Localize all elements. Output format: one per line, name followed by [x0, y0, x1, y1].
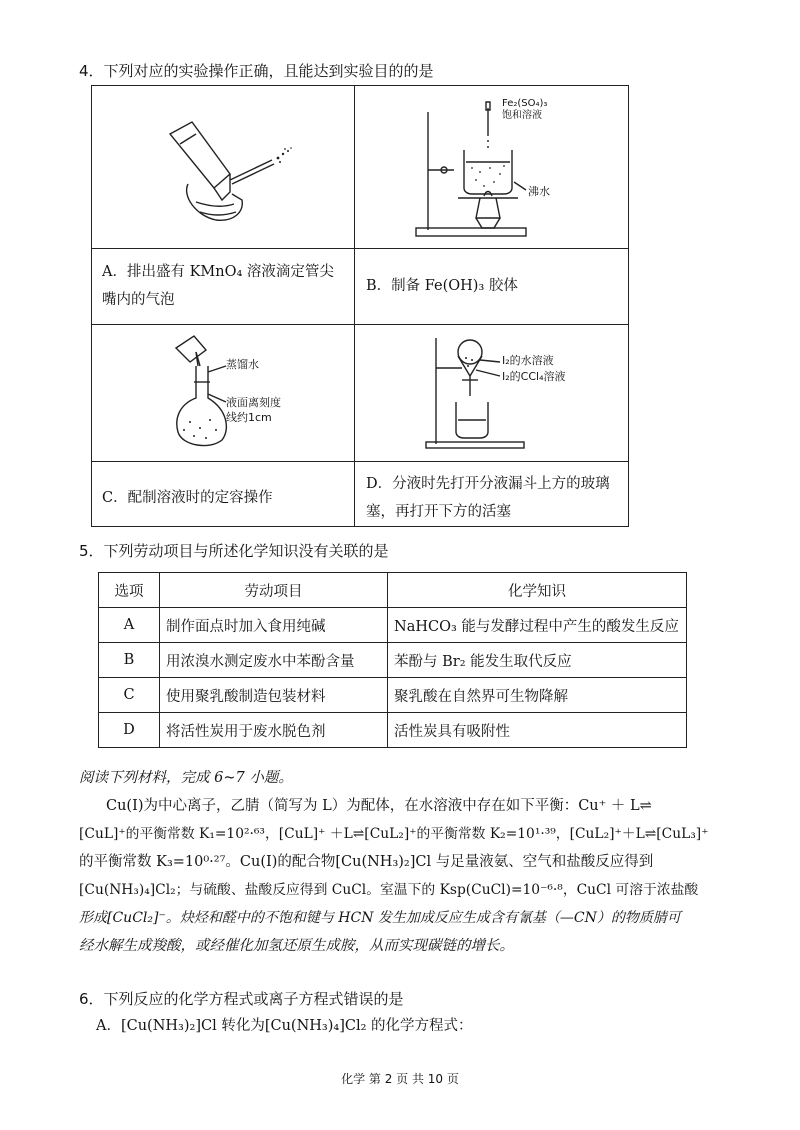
- burette-bubble-illustration: [152, 104, 302, 234]
- table-header-row: [99, 573, 687, 608]
- row-project: 使用聚乳酸制造包装材料: [160, 678, 388, 713]
- material-line-1: Cu(I)为中心离子，乙腈（简写为 L）为配体，在水溶液中存在如下平衡：Cu⁺ ＋ L⇌: [106, 798, 652, 814]
- material-line-6: 经水解生成羧酸，或经催化加氢还原生成胺，从而实现碳链的增长。: [79, 938, 514, 954]
- row-knowledge: 苯酚与 Br₂ 能发生取代反应: [388, 643, 687, 678]
- q5-title: 5．下列劳动项目与所述化学知识没有关联的是: [79, 542, 389, 560]
- q4-option-d-line1: D．分液时先打开分液漏斗上方的玻璃: [366, 476, 610, 492]
- row-option: B: [99, 643, 160, 678]
- header-option: 选项: [99, 573, 160, 608]
- row-knowledge: 活性炭具有吸附性: [388, 713, 687, 748]
- table-row: [99, 678, 687, 713]
- q4-option-a-line2: 嘴内的气泡: [102, 292, 175, 308]
- row-knowledge: NaHCO₃ 能与发酵过程中产生的酸发生反应: [388, 608, 687, 643]
- q4-option-grid: [91, 85, 629, 527]
- q4-option-b: B．制备 Fe(OH)₃ 胶体: [366, 278, 518, 294]
- label-boiling-water: 沸水: [528, 185, 550, 198]
- row-option: C: [99, 678, 160, 713]
- q4-option-d-line2: 塞，再打开下方的活塞: [366, 504, 511, 520]
- row-project: 制作面点时加入食用纯碱: [160, 608, 388, 643]
- label-iodine-water: I₂的水溶液: [502, 354, 554, 367]
- page-footer: 化学 第 2 页 共 10 页: [341, 1072, 459, 1086]
- q6-option-a: A．[Cu(NH₃)₂]Cl 转化为[Cu(NH₃)₄]Cl₂ 的化学方程式：: [96, 1018, 473, 1034]
- label-liquid-level: 液面离刻度: [226, 396, 281, 409]
- row-knowledge: 聚乳酸在自然界可生物降解: [388, 678, 687, 713]
- table-row: [99, 713, 687, 748]
- volumetric-flask-illustration: [170, 332, 280, 458]
- material-line-5: 形成[CuCl₂]⁻。炔烃和醛中的不饱和键与 HCN 发生加成反应生成含有氰基（—CN）的物质腈可: [79, 910, 681, 926]
- q4-option-a-line1: A．排出盛有 KMnO₄ 溶液滴定管尖: [102, 264, 334, 280]
- header-labor-project: 劳动项目: [160, 573, 388, 608]
- row-option: D: [99, 713, 160, 748]
- q4-option-c: C．配制溶液时的定容操作: [102, 490, 273, 506]
- row-option: A: [99, 608, 160, 643]
- label-1cm: 线约1cm: [226, 411, 272, 424]
- q4-title: 4．下列对应的实验操作正确，且能达到实验目的的是: [79, 62, 434, 80]
- row-project: 将活性炭用于废水脱色剂: [160, 713, 388, 748]
- table-row: [99, 643, 687, 678]
- label-fe2so43: Fe₂(SO₄)₃: [502, 98, 548, 109]
- q5-table: [98, 572, 687, 748]
- table-row: [99, 608, 687, 643]
- material-line-2: [CuL]⁺的平衡常数 K₁=10²·⁶³，[CuL]⁺ ＋L⇌[CuL₂]⁺的平衡常数 K₂=10¹·³⁹，[CuL₂]⁺＋L⇌[CuL₃]⁺: [79, 826, 709, 842]
- row-project: 用浓溴水测定废水中苯酚含量: [160, 643, 388, 678]
- label-saturated-solution: 饱和溶液: [502, 110, 542, 121]
- label-iodine-ccl4: I₂的CCl₄溶液: [502, 370, 566, 383]
- material-line-4: [Cu(NH₃)₄]Cl₂；与硫酸、盐酸反应得到 CuCl。室温下的 Ksp(CuCl)=10⁻⁶·⁸，CuCl 可溶于浓盐酸: [79, 882, 699, 898]
- label-distilled-water: 蒸馏水: [226, 358, 259, 371]
- q6-title: 6．下列反应的化学方程式或离子方程式错误的是: [79, 990, 404, 1008]
- material-line-3: 的平衡常数 K₃=10⁰·²⁷。Cu(I)的配合物[Cu(NH₃)₂]Cl 与足量液氨、空气和盐酸反应得到: [79, 854, 654, 870]
- header-chemistry-knowledge: 化学知识: [388, 573, 687, 608]
- material-intro: 阅读下列材料，完成 6~7 小题。: [79, 770, 293, 786]
- separatory-funnel-illustration: [422, 332, 532, 452]
